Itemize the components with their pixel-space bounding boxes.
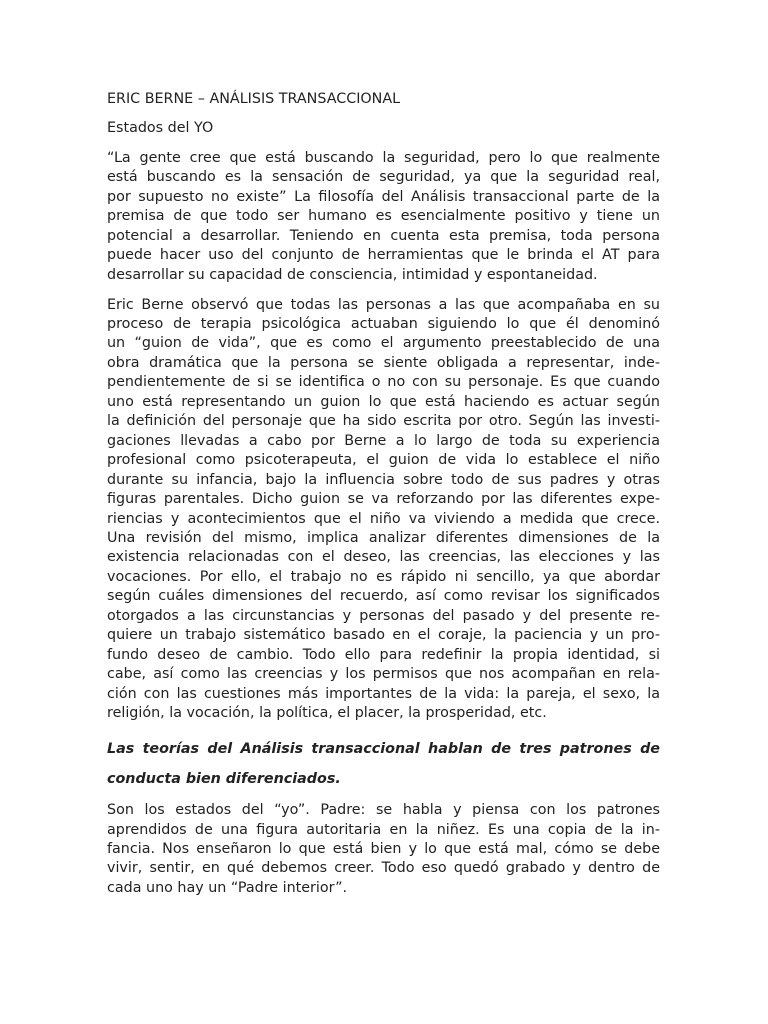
text-line: fundo deseo de cambio. Todo ello para redefinir la propia identidad, si bbox=[107, 646, 660, 663]
text-line: Eric Berne observó que todas las personas a las que acompañaba en su bbox=[107, 296, 660, 313]
text-line: riencias y acontecimientos que el niño va viviendo a medida que crece. bbox=[107, 510, 660, 527]
text-line: pendientemente de si se identifica o no con su personaje. Es que cuando bbox=[107, 374, 660, 391]
text-line: cada uno hay un “Padre interior”. bbox=[107, 879, 348, 896]
text-line: fancia. Nos enseñaron lo que está bien y lo que está mal, cómo se debe bbox=[107, 840, 660, 857]
text-line: según cuáles dimensiones del recuerdo, así como revisar los significados bbox=[107, 588, 660, 605]
text-line: la definición del personaje que ha sido escrita por otro. Según las investi- bbox=[107, 413, 660, 430]
document-page bbox=[107, 90, 660, 909]
text-line: conducta bien diferenciados. bbox=[107, 771, 341, 788]
text-line: puede hacer uso del conjunto de herramientas que le brinda el AT para bbox=[107, 247, 660, 264]
text-line: premisa de que todo ser humano es esencialmente positivo y tiene un bbox=[107, 208, 660, 225]
document-subtitle: Estados del YO bbox=[107, 120, 214, 137]
text-line: Una revisión del mismo, implica analizar diferentes dimensiones de la bbox=[107, 530, 660, 547]
text-line: proceso de terapia psicológica actuaban siguiendo lo que él denominó bbox=[107, 316, 660, 333]
emphasis-heading bbox=[107, 734, 660, 794]
text-line: cabe, así como las creencias y los permisos que nos acompañan en rela- bbox=[107, 666, 660, 683]
text-line: existencia relacionadas con el deseo, las creencias, las elecciones y las bbox=[107, 549, 660, 566]
text-line: aprendidos de una figura autoritaria en la niñez. Es una copia de la in- bbox=[107, 821, 660, 838]
paragraph-guion-de-vida bbox=[107, 296, 660, 724]
text-line: profesional como psicoterapeuta, el guion de vida lo establece el niño bbox=[107, 452, 660, 469]
text-line: gaciones llevadas a cabo por Berne a lo largo de toda su experiencia bbox=[107, 432, 660, 449]
text-line: desarrollar su capacidad de consciencia, intimidad y espontaneidad. bbox=[107, 266, 598, 283]
text-line: potencial a desarrollar. Teniendo en cuenta esta premisa, toda persona bbox=[107, 227, 660, 244]
text-line: vocaciones. Por ello, el trabajo no es rápido ni sencillo, ya que abordar bbox=[107, 568, 660, 585]
text-line: obra dramática que la persona se siente obligada a representar, inde- bbox=[107, 354, 660, 371]
text-line: por supuesto no existe” La filosofía del Análisis transaccional parte de la bbox=[107, 188, 660, 205]
text-line: figuras parentales. Dicho guion se va reforzando por las diferentes expe- bbox=[107, 491, 660, 508]
text-line: un “guion de vida”, que es como el argumento preestablecido de una bbox=[107, 335, 660, 352]
text-line: uno está representando un guion lo que está haciendo es actuar según bbox=[107, 393, 660, 410]
text-line: Son los estados del “yo”. Padre: se habla y piensa con los patrones bbox=[107, 802, 660, 819]
text-line: durante su infancia, bajo la influencia sobre todo de sus padres y otras bbox=[107, 471, 660, 488]
text-line: Las teorías del Análisis transaccional hablan de tres patrones de bbox=[107, 741, 660, 758]
document-title: ERIC BERNE – ANÁLISIS TRANSACCIONAL bbox=[107, 91, 401, 107]
text-line: otorgados a las circunstancias y personas del pasado y del presente re- bbox=[107, 607, 660, 624]
text-line: “La gente cree que está buscando la seguridad, pero lo que realmente bbox=[107, 149, 660, 166]
paragraph-quote bbox=[107, 149, 660, 285]
text-line: está buscando es la sensación de seguridad, ya que la seguridad real, bbox=[107, 169, 660, 186]
paragraph-estados-del-yo bbox=[107, 801, 660, 898]
text-line: religión, la vocación, la política, el placer, la prosperidad, etc. bbox=[107, 705, 547, 722]
text-line: quiere un trabajo sistemático basado en el coraje, la paciencia y un pro- bbox=[107, 627, 660, 644]
text-line: ción con las cuestiones más importantes de la vida: la pareja, el sexo, la bbox=[107, 685, 660, 702]
text-line: vivir, sentir, en qué debemos creer. Todo eso quedó grabado y dentro de bbox=[107, 860, 660, 877]
